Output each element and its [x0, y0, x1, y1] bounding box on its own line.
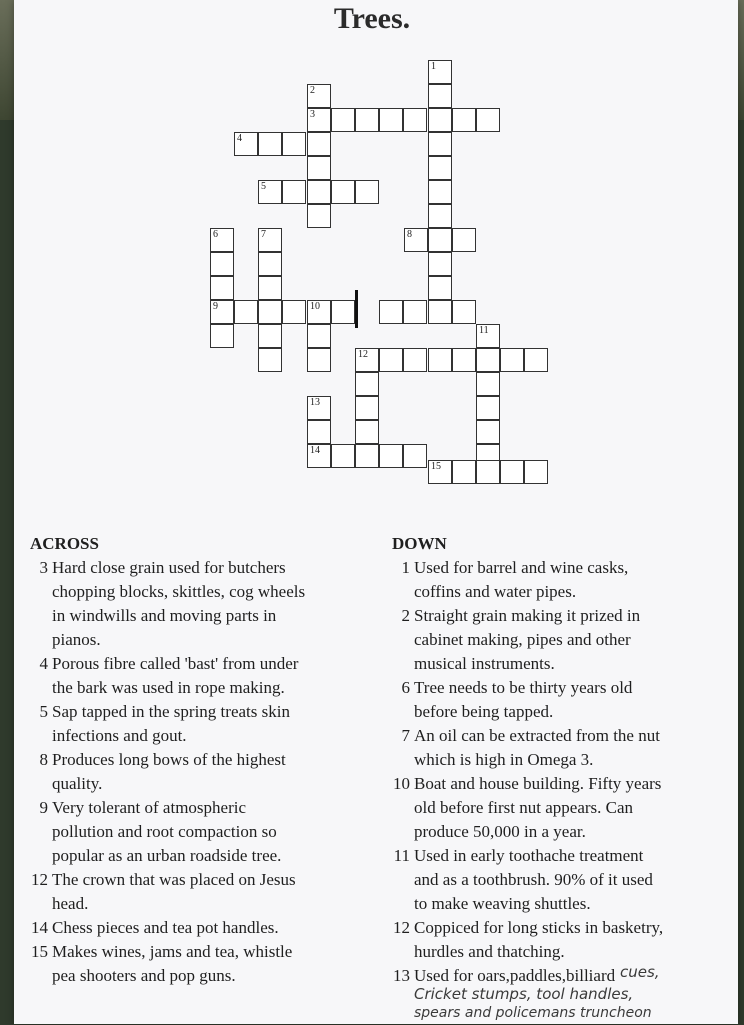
grid-cell — [452, 300, 476, 324]
clue-item-line: pea shooters and pop guns. — [52, 966, 236, 985]
grid-cell — [428, 276, 452, 300]
grid-cell — [258, 276, 282, 300]
grid-cell — [428, 228, 452, 252]
grid-cell — [500, 348, 524, 372]
grid-cell — [428, 108, 452, 132]
clue-item-number: 7 — [401, 726, 410, 745]
clue-item-number: 12 — [393, 918, 410, 937]
clue-item — [30, 556, 370, 652]
grid-cell — [282, 132, 306, 156]
clue-item-number: 9 — [39, 798, 48, 817]
clue-number: 15 — [431, 461, 441, 472]
clue-item-line: The crown that was placed on Jesus — [52, 870, 296, 889]
grid-cell — [210, 276, 234, 300]
clue-item-line: Porous fibre called 'bast' from under — [52, 654, 299, 673]
clue-item-line: Coppiced for long sticks in basketry, — [414, 918, 664, 937]
clue-item-line: old before first nut appears. Can — [414, 798, 634, 817]
clue-item — [30, 916, 370, 940]
grid-cell — [428, 460, 452, 484]
pen-mark — [355, 290, 358, 328]
clue-item-line: to make weaving shuttles. — [414, 894, 591, 913]
grid-cell — [307, 84, 331, 108]
page-title: Trees. — [333, 2, 411, 35]
clue-item-line: which is high in Omega 3. — [414, 750, 594, 769]
clue-item-line: Used for oars,paddles,billiard — [414, 966, 616, 985]
grid-cell — [355, 372, 379, 396]
handwritten-note-1: cues, — [620, 963, 660, 981]
grid-cell — [428, 132, 452, 156]
clue-item-line: Sap tapped in the spring treats skin — [52, 702, 290, 721]
grid-cell — [476, 396, 500, 420]
clue-item-line: hurdles and thatching. — [414, 942, 565, 961]
grid-cell — [307, 156, 331, 180]
clue-item-line: Hard close grain used for butchers — [52, 558, 286, 577]
across-heading: ACROSS — [30, 534, 99, 553]
clue-number: 1 — [431, 61, 436, 72]
clue-item-line: Tree needs to be thirty years old — [414, 678, 633, 697]
clue-item-number: 15 — [31, 942, 48, 961]
handwritten-note-2: Cricket stumps, tool handles, — [414, 985, 634, 1003]
grid-cell — [476, 372, 500, 396]
grid-cell — [428, 348, 452, 372]
clue-number: 5 — [261, 181, 266, 192]
grid-cell — [307, 324, 331, 348]
grid-cell — [355, 108, 379, 132]
grid-cell — [258, 132, 282, 156]
clue-number: 10 — [310, 301, 320, 312]
clue-item-line: musical instruments. — [414, 654, 555, 673]
clue-item-line: Very tolerant of atmospheric — [52, 798, 247, 817]
clue-number: 4 — [237, 133, 242, 144]
clue-item-number: 8 — [39, 750, 48, 769]
clue-item — [30, 940, 370, 988]
clue-number: 8 — [407, 229, 412, 240]
clue-item-number: 13 — [393, 966, 410, 985]
clue-item-number: 6 — [401, 678, 410, 697]
clue-item — [30, 868, 370, 916]
crossword-grid — [0, 0, 744, 500]
clue-item — [392, 556, 737, 604]
grid-cell — [524, 348, 548, 372]
clue-item-line: before being tapped. — [414, 702, 554, 721]
clue-item-line: coffins and water pipes. — [414, 582, 577, 601]
clue-item-number: 2 — [401, 606, 410, 625]
grid-cell — [307, 420, 331, 444]
clue-item-number: 1 — [401, 558, 410, 577]
clue-item-line: Makes wines, jams and tea, whistle — [52, 942, 293, 961]
grid-cell — [355, 444, 379, 468]
clue-item-line: Produces long bows of the highest — [52, 750, 286, 769]
clue-number: 11 — [479, 325, 489, 336]
clue-item — [30, 748, 370, 796]
clue-item-line: Used for barrel and wine casks, — [414, 558, 629, 577]
grid-cell — [476, 420, 500, 444]
grid-cell — [476, 324, 500, 348]
grid-cell — [452, 228, 476, 252]
grid-cell — [524, 460, 548, 484]
grid-cell — [355, 420, 379, 444]
grid-cell — [355, 396, 379, 420]
grid-cell — [258, 324, 282, 348]
grid-cell — [307, 180, 331, 204]
grid-cell — [258, 180, 282, 204]
clue-number: 12 — [358, 349, 368, 360]
grid-cell — [379, 108, 403, 132]
grid-cell — [428, 180, 452, 204]
down-heading: DOWN — [392, 534, 447, 553]
clue-item — [392, 772, 737, 844]
grid-cell — [355, 348, 379, 372]
handwritten-note-3: spears and policemans truncheon — [414, 1005, 652, 1021]
grid-cell — [404, 228, 428, 252]
grid-cell — [282, 300, 306, 324]
clue-item-line: head. — [52, 894, 89, 913]
clue-item — [392, 844, 737, 916]
grid-cell — [476, 460, 500, 484]
clue-item-number: 11 — [393, 846, 410, 865]
clue-item-line: Used in early toothache treatment — [414, 846, 644, 865]
grid-cell — [428, 156, 452, 180]
grid-cell — [331, 108, 355, 132]
grid-cell — [428, 300, 452, 324]
grid-cell — [331, 300, 355, 324]
clue-item-line: pianos. — [52, 630, 101, 649]
grid-cell — [210, 228, 234, 252]
clue-item — [30, 796, 370, 868]
grid-cell — [307, 396, 331, 420]
grid-cell — [307, 108, 331, 132]
clue-item — [392, 724, 737, 772]
grid-cell — [258, 252, 282, 276]
clue-number: 7 — [261, 229, 266, 240]
clue-item-line: quality. — [52, 774, 103, 793]
clue-item-number: 14 — [31, 918, 48, 937]
clue-item-number: 12 — [31, 870, 48, 889]
grid-cell — [476, 348, 500, 372]
grid-cell — [379, 348, 403, 372]
grid-cell — [452, 460, 476, 484]
grid-cell — [476, 108, 500, 132]
clue-item-line: Straight grain making it prized in — [414, 606, 641, 625]
grid-cell — [258, 300, 282, 324]
clue-item — [392, 676, 737, 724]
clue-item-number: 3 — [39, 558, 48, 577]
grid-cell — [307, 348, 331, 372]
grid-cell — [331, 180, 355, 204]
clue-number: 6 — [213, 229, 218, 240]
grid-cell — [428, 252, 452, 276]
grid-cell — [452, 348, 476, 372]
clue-number: 14 — [310, 445, 320, 456]
grid-cell — [331, 444, 355, 468]
clue-item-line: chopping blocks, skittles, cog wheels — [52, 582, 306, 601]
grid-cell — [307, 444, 331, 468]
clue-item — [392, 604, 737, 676]
grid-cell — [403, 444, 427, 468]
clue-number: 9 — [213, 301, 218, 312]
grid-cell — [307, 132, 331, 156]
grid-cell — [428, 84, 452, 108]
grid-cell — [307, 300, 331, 324]
clue-item-line: pollution and root compaction so — [52, 822, 277, 841]
grid-cell — [258, 348, 282, 372]
clue-number: 3 — [310, 109, 315, 120]
grid-cell — [403, 108, 427, 132]
clue-item-line: and as a toothbrush. 90% of it used — [414, 870, 653, 889]
clue-item-number: 5 — [39, 702, 48, 721]
grid-cell — [258, 228, 282, 252]
clue-item-line: produce 50,000 in a year. — [414, 822, 586, 841]
grid-cell — [428, 204, 452, 228]
grid-cell — [210, 324, 234, 348]
grid-cell — [355, 180, 379, 204]
grid-cell — [210, 252, 234, 276]
grid-cell — [210, 300, 234, 324]
clue-item-number: 10 — [393, 774, 410, 793]
clue-item-line: infections and gout. — [52, 726, 187, 745]
grid-cell — [282, 180, 306, 204]
across-clues — [30, 532, 370, 988]
grid-cell — [452, 108, 476, 132]
grid-cell — [403, 300, 427, 324]
grid-cell — [379, 444, 403, 468]
clue-item — [392, 916, 737, 964]
clue-item-line: cabinet making, pipes and other — [414, 630, 631, 649]
grid-cell — [500, 460, 524, 484]
clue-item-line: the bark was used in rope making. — [52, 678, 285, 697]
down-clues — [392, 532, 737, 1021]
grid-cell — [234, 300, 258, 324]
clue-item-line: Boat and house building. Fifty years — [414, 774, 662, 793]
clue-item — [30, 652, 370, 700]
clue-item-line: popular as an urban roadside tree. — [52, 846, 282, 865]
grid-cell — [379, 300, 403, 324]
grid-cell — [403, 348, 427, 372]
clue-item-line: Chess pieces and tea pot handles. — [52, 918, 279, 937]
grid-cell — [234, 132, 258, 156]
grid-cell — [428, 60, 452, 84]
clue-number: 13 — [310, 397, 320, 408]
clue-item-line: in windwills and moving parts in — [52, 606, 277, 625]
clue-item — [30, 700, 370, 748]
grid-cell — [307, 204, 331, 228]
clue-item-line: An oil can be extracted from the nut — [414, 726, 660, 745]
clue-item-number: 4 — [39, 654, 48, 673]
clue-number: 2 — [310, 85, 315, 96]
